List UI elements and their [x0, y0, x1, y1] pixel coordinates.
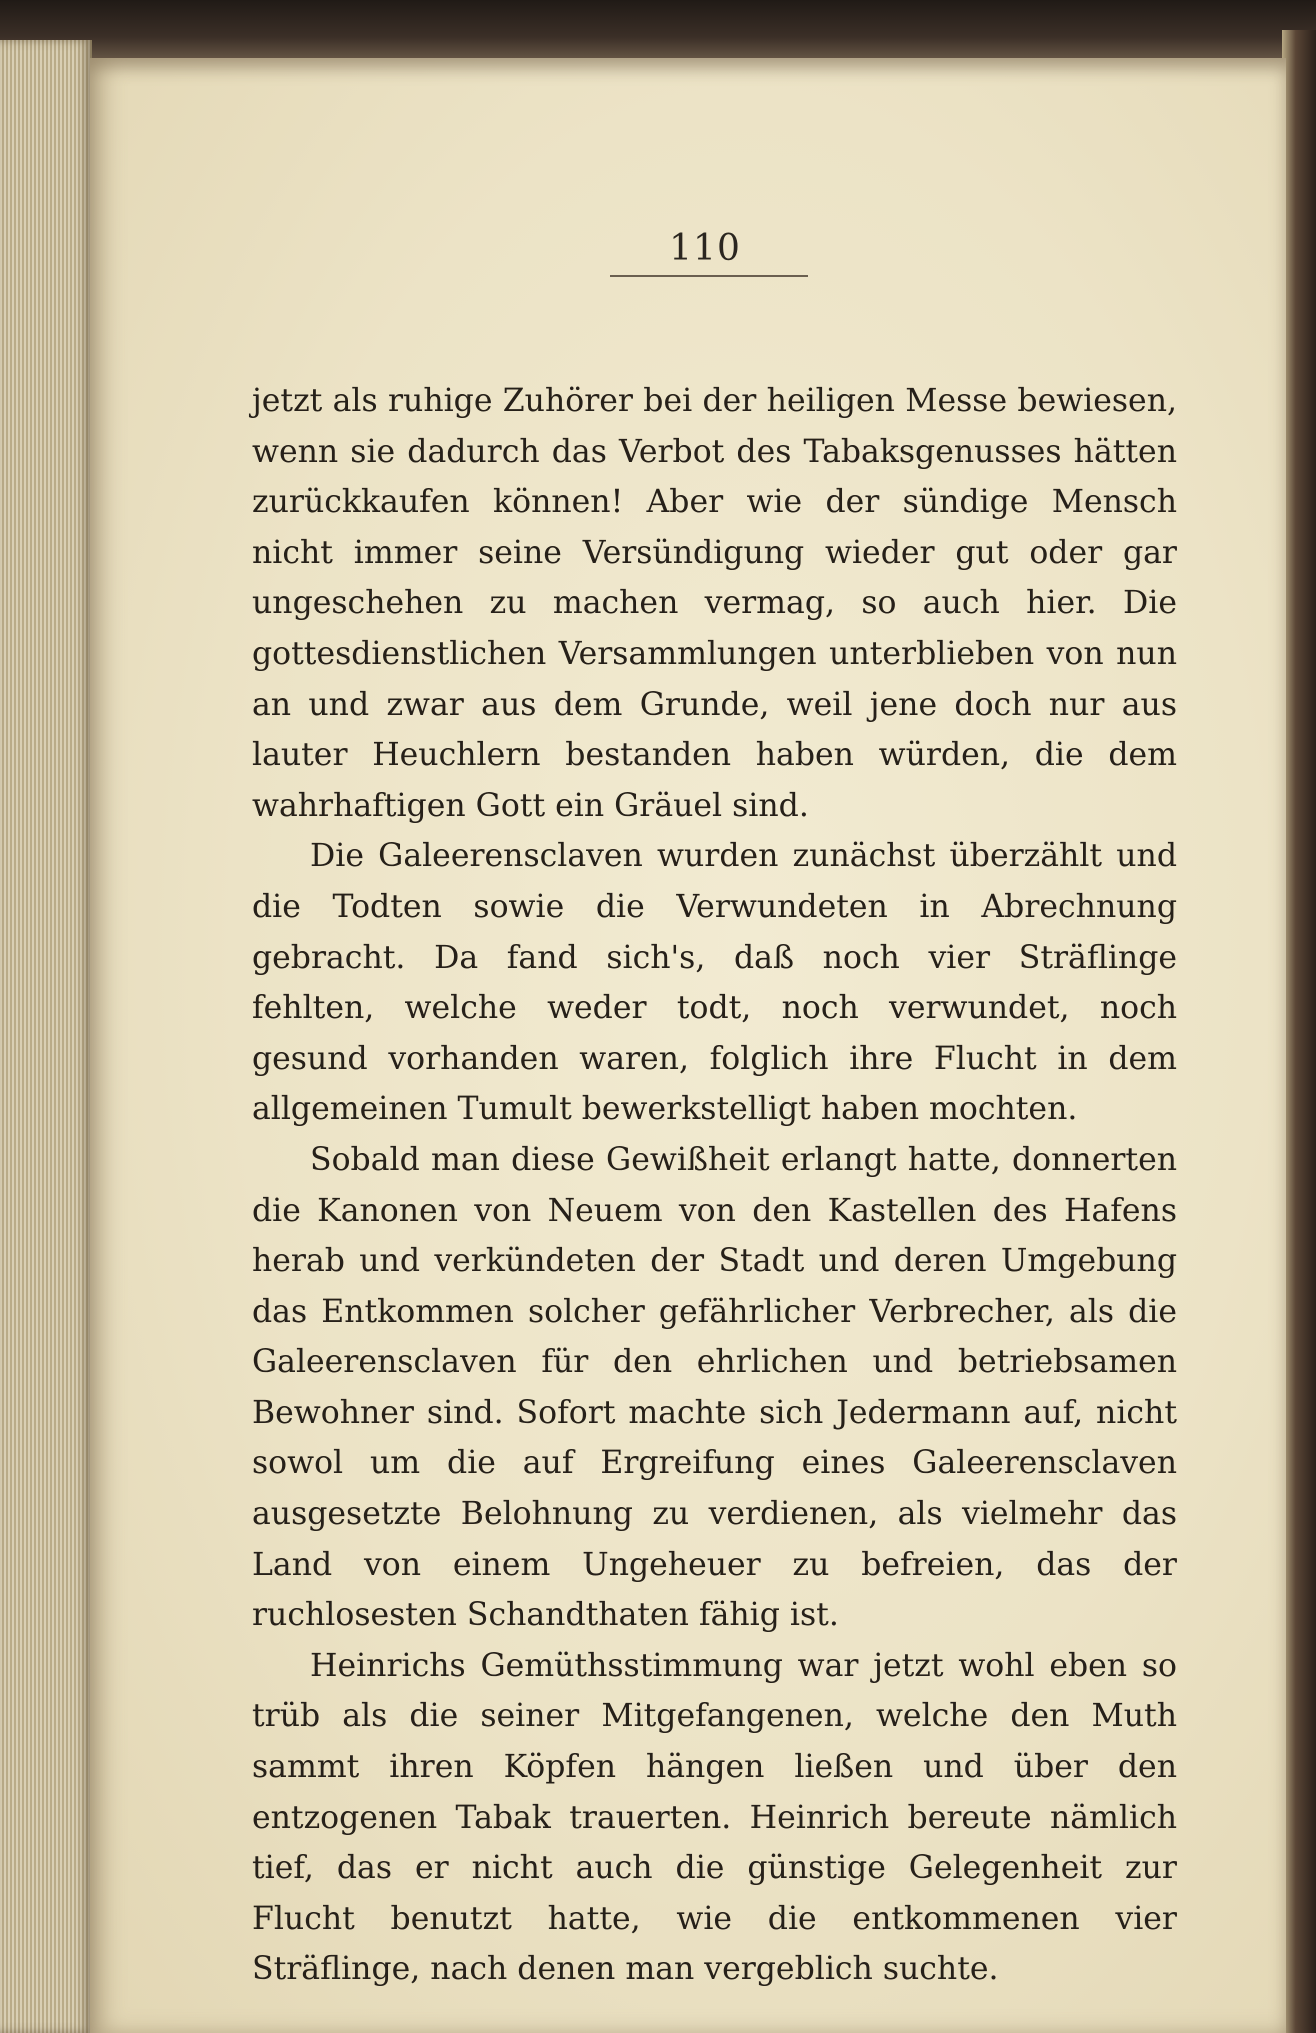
header-rule	[610, 275, 808, 277]
page-number: 110	[669, 228, 741, 269]
paragraph-3: Sobald man diese Gewißheit erlangt hatte, donnerten die Kanonen von Neuem von den Kastellen des Hafens herab und verkündeten der Stadt und deren Umgebung das Entkommen solcher gefährlicher Verbrecher, als die Galeerensclaven für den ehrlichen und betriebsamen Bewohner sind. Sofort machte sich Jedermann auf, nicht sowol um die auf Ergreifung eines Galeerensclaven ausgesetzte Belohnung zu verdienen, als vielmehr das Land von einem Ungeheuer zu befreien, das der ruchlosesten Schandthaten fähig ist.	[252, 1141, 1177, 1634]
body-text	[252, 376, 1177, 1995]
paragraph-2: Die Galeerensclaven wurden zunächst überzählt und die Todten sowie die Verwundeten in Abrechnung gebracht. Da fand sich's, daß noch vier Sträflinge fehlten, welche weder todt, noch verwundet, noch gesund vorhanden waren, folglich ihre Flucht in dem allgemeinen Tumult bewerkstelligt haben mochten.	[252, 838, 1177, 1128]
page-block-edge	[0, 40, 92, 2033]
paragraph-4: Heinrichs Gemüthsstimmung war jetzt wohl eben so trüb als die seiner Mitgefangenen, welche den Muth sammt ihren Köpfen hängen ließen und über den entzogenen Tabak trauerten. Heinrich bereute nämlich tief, das er nicht auch die günstige Gelegenheit zur Flucht benutzt hatte, wie die entkommenen vier Sträflinge, nach denen man vergeblich suchte.	[252, 1647, 1177, 1988]
cover-right-edge	[1282, 30, 1316, 2033]
paragraph-1: jetzt als ruhige Zuhörer bei der heiligen Messe bewiesen, wenn sie dadurch das Verbot des Tabaksgenusses hätten zurückkaufen können! Aber wie der sündige Mensch nicht immer seine Versündigung wieder gut oder gar ungeschehen zu machen vermag, so auch hier. Die gottesdienstlichen Versammlungen unterblieben von nun an und zwar aus dem Grunde, weil jene doch nur aus lauter Heuchlern bestanden haben würden, die dem wahrhaftigen Gott ein Gräuel sind.	[252, 383, 1177, 824]
binding-top-edge	[0, 0, 1316, 62]
book-page	[90, 58, 1286, 2033]
